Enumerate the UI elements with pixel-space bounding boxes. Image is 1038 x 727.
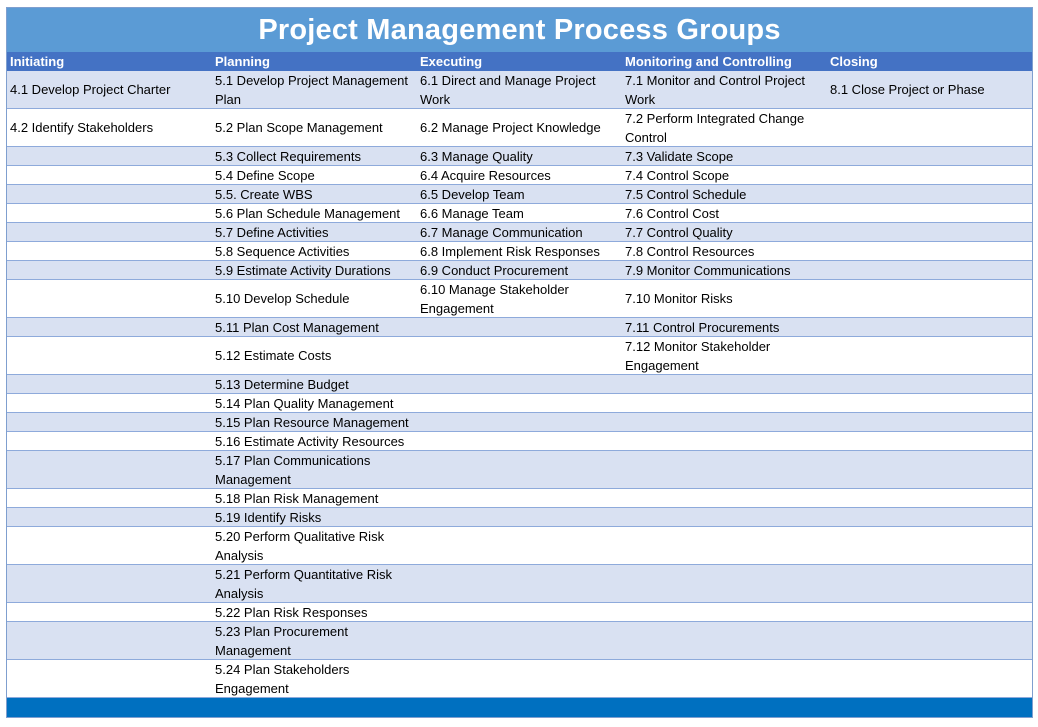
table-row xyxy=(7,280,1032,318)
table-cell[interactable]: 5.23 Plan Procurement Management xyxy=(215,623,348,658)
table-cell[interactable]: 7.7 Control Quality xyxy=(625,224,733,240)
table-cell[interactable]: 5.1 Develop Project Management Plan xyxy=(215,72,408,107)
table-cell[interactable] xyxy=(827,660,1032,697)
table-cell[interactable]: 5.5. Create WBS xyxy=(215,186,313,202)
table-cell[interactable] xyxy=(827,185,1032,203)
table-cell[interactable] xyxy=(827,527,1032,564)
table-cell[interactable] xyxy=(827,223,1032,241)
table-cell[interactable]: 5.15 Plan Resource Management xyxy=(215,414,409,430)
table-cell[interactable] xyxy=(622,660,827,697)
table-row xyxy=(7,603,1032,622)
table-cell[interactable] xyxy=(622,394,827,412)
table-cell[interactable]: 6.9 Conduct Procurement xyxy=(420,262,569,278)
table-row xyxy=(7,394,1032,413)
table-title: Project Management Process Groups xyxy=(7,8,1032,52)
header-closing: Closing xyxy=(830,54,878,69)
table-row xyxy=(7,147,1032,166)
table-cell[interactable]: 7.12 Monitor Stakeholder Engagement xyxy=(625,338,771,373)
table-cell[interactable]: 5.20 Perform Qualitative Risk Analysis xyxy=(215,528,385,563)
table-row xyxy=(7,318,1032,337)
spreadsheet-table xyxy=(6,7,1033,718)
table-cell[interactable] xyxy=(417,565,622,602)
table-cell[interactable] xyxy=(7,318,212,336)
table-row xyxy=(7,166,1032,185)
table-cell[interactable]: 5.6 Plan Schedule Management xyxy=(215,205,401,221)
table-cell[interactable]: 7.6 Control Cost xyxy=(625,205,719,221)
table-cell[interactable]: 7.8 Control Resources xyxy=(625,243,755,259)
table-cell[interactable]: 7.4 Control Scope xyxy=(625,167,730,183)
table-cell[interactable] xyxy=(827,280,1032,317)
table-cell[interactable]: 5.17 Plan Communications Management xyxy=(215,452,371,487)
table-cell[interactable] xyxy=(417,489,622,507)
table-cell[interactable] xyxy=(7,489,212,507)
table-row xyxy=(7,508,1032,527)
table-cell[interactable] xyxy=(417,413,622,431)
table-cell[interactable] xyxy=(7,166,212,184)
table-cell[interactable] xyxy=(7,451,212,488)
table-cell[interactable] xyxy=(7,508,212,526)
table-cell[interactable]: 5.11 Plan Cost Management xyxy=(215,319,379,335)
table-cell[interactable] xyxy=(827,451,1032,488)
table-cell[interactable]: 5.13 Determine Budget xyxy=(215,376,349,392)
table-cell[interactable] xyxy=(827,603,1032,621)
table-row xyxy=(7,565,1032,603)
table-cell[interactable] xyxy=(827,109,1032,146)
table-cell[interactable]: 5.3 Collect Requirements xyxy=(215,148,361,164)
table-cell[interactable]: 7.2 Perform Integrated Change Control xyxy=(625,110,805,145)
table-cell[interactable]: 5.18 Plan Risk Management xyxy=(215,490,379,506)
table-cell[interactable]: 7.5 Control Schedule xyxy=(625,186,747,202)
table-cell[interactable]: 6.8 Implement Risk Responses xyxy=(420,243,600,259)
table-cell[interactable]: 5.21 Perform Quantitative Risk Analysis xyxy=(215,566,393,601)
table-cell[interactable]: 5.16 Estimate Activity Resources xyxy=(215,433,405,449)
table-cell[interactable]: 5.2 Plan Scope Management xyxy=(215,120,383,135)
footer-bar xyxy=(7,698,1032,717)
table-cell[interactable]: 7.1 Monitor and Control Project Work xyxy=(625,72,805,107)
table-cell[interactable]: 6.7 Manage Communication xyxy=(420,224,583,240)
table-cell[interactable] xyxy=(7,280,212,317)
table-cell[interactable] xyxy=(417,660,622,697)
table-cell[interactable]: 5.7 Define Activities xyxy=(215,224,329,240)
header-planning: Planning xyxy=(215,54,270,69)
table-cell[interactable] xyxy=(827,166,1032,184)
table-row xyxy=(7,489,1032,508)
table-cell[interactable] xyxy=(827,147,1032,165)
table-cell[interactable] xyxy=(622,565,827,602)
table-cell[interactable] xyxy=(622,489,827,507)
table-cell[interactable] xyxy=(827,432,1032,450)
table-cell[interactable] xyxy=(7,565,212,602)
table-row xyxy=(7,451,1032,489)
table-row xyxy=(7,242,1032,261)
table-cell[interactable] xyxy=(7,261,212,279)
table-cell[interactable]: 5.22 Plan Risk Responses xyxy=(215,604,368,620)
table-cell[interactable]: 6.1 Direct and Manage Project Work xyxy=(420,72,596,107)
table-cell[interactable] xyxy=(7,337,212,374)
table-cell[interactable] xyxy=(7,204,212,222)
table-row xyxy=(7,660,1032,698)
table-cell[interactable] xyxy=(622,432,827,450)
table-row xyxy=(7,527,1032,565)
table-cell[interactable]: 5.12 Estimate Costs xyxy=(215,348,332,363)
table-row xyxy=(7,413,1032,432)
table-cell[interactable] xyxy=(827,413,1032,431)
table-cell[interactable] xyxy=(7,147,212,165)
table-cell[interactable] xyxy=(827,622,1032,659)
table-row xyxy=(7,622,1032,660)
table-cell[interactable] xyxy=(417,318,622,336)
table-cell[interactable] xyxy=(622,413,827,431)
table-cell[interactable] xyxy=(827,242,1032,260)
table-cell[interactable] xyxy=(622,527,827,564)
table-cell[interactable] xyxy=(417,337,622,374)
table-cell[interactable] xyxy=(827,394,1032,412)
table-cell[interactable] xyxy=(7,413,212,431)
table-cell[interactable]: 6.6 Manage Team xyxy=(420,205,524,221)
table-cell[interactable]: 5.9 Estimate Activity Durations xyxy=(215,262,391,278)
table-cell[interactable] xyxy=(417,508,622,526)
table-cell[interactable]: 6.5 Develop Team xyxy=(420,186,525,202)
table-cell[interactable] xyxy=(622,451,827,488)
table-row xyxy=(7,223,1032,242)
table-row xyxy=(7,109,1032,147)
table-cell[interactable] xyxy=(7,242,212,260)
table-cell[interactable]: 8.1 Close Project or Phase xyxy=(830,82,985,97)
table-cell[interactable] xyxy=(7,185,212,203)
table-cell[interactable] xyxy=(417,603,622,621)
table-cell[interactable] xyxy=(7,660,212,697)
table-cell[interactable] xyxy=(417,432,622,450)
table-cell[interactable] xyxy=(827,375,1032,393)
table-cell[interactable] xyxy=(827,318,1032,336)
table-cell[interactable] xyxy=(417,622,622,659)
table-cell[interactable] xyxy=(417,527,622,564)
table-cell[interactable] xyxy=(7,432,212,450)
table-cell[interactable] xyxy=(7,622,212,659)
table-cell[interactable] xyxy=(827,489,1032,507)
table-cell[interactable] xyxy=(827,565,1032,602)
table-cell[interactable] xyxy=(622,508,827,526)
table-cell[interactable]: 5.14 Plan Quality Management xyxy=(215,395,394,411)
table-cell[interactable]: 6.4 Acquire Resources xyxy=(420,167,551,183)
table-cell[interactable]: 7.11 Control Procurements xyxy=(625,319,780,335)
table-cell[interactable] xyxy=(827,261,1032,279)
table-row xyxy=(7,375,1032,394)
table-cell[interactable]: 5.4 Define Scope xyxy=(215,167,315,183)
table-cell[interactable]: 5.19 Identify Risks xyxy=(215,509,322,525)
table-cell[interactable]: 7.3 Validate Scope xyxy=(625,148,734,164)
table-cell[interactable] xyxy=(417,375,622,393)
table-row xyxy=(7,432,1032,451)
table-cell[interactable]: 5.10 Develop Schedule xyxy=(215,291,350,306)
table-cell[interactable]: 7.10 Monitor Risks xyxy=(625,291,733,306)
header-executing: Executing xyxy=(420,54,483,69)
table-row xyxy=(7,261,1032,280)
table-cell[interactable]: 5.24 Plan Stakeholders Engagement xyxy=(215,661,350,696)
header-initiating: Initiating xyxy=(10,54,65,69)
table-row xyxy=(7,204,1032,223)
table-cell[interactable]: 6.3 Manage Quality xyxy=(420,148,533,164)
table-cell[interactable]: 4.2 Identify Stakeholders xyxy=(10,120,154,135)
table-cell[interactable]: 7.9 Monitor Communications xyxy=(625,262,791,278)
table-cell[interactable] xyxy=(827,508,1032,526)
table-cell[interactable] xyxy=(417,394,622,412)
table-row xyxy=(7,337,1032,375)
table-cell[interactable] xyxy=(7,527,212,564)
table-cell[interactable] xyxy=(827,204,1032,222)
table-cell[interactable] xyxy=(7,603,212,621)
header-monitoring-controlling: Monitoring and Controlling xyxy=(625,54,792,69)
table-cell[interactable]: 5.8 Sequence Activities xyxy=(215,243,350,259)
table-cell[interactable] xyxy=(7,223,212,241)
table-cell[interactable] xyxy=(7,394,212,412)
table-cell[interactable] xyxy=(622,622,827,659)
table-cell[interactable]: 6.10 Manage Stakeholder Engagement xyxy=(420,281,569,316)
table-row xyxy=(7,185,1032,204)
table-cell[interactable] xyxy=(622,375,827,393)
table-row xyxy=(7,71,1032,109)
table-cell[interactable]: 4.1 Develop Project Charter xyxy=(10,82,171,97)
table-cell[interactable] xyxy=(7,375,212,393)
table-cell[interactable] xyxy=(622,603,827,621)
header-row xyxy=(7,52,1032,71)
table-cell[interactable] xyxy=(417,451,622,488)
table-cell[interactable] xyxy=(827,337,1032,374)
table-cell[interactable]: 6.2 Manage Project Knowledge xyxy=(420,120,601,135)
